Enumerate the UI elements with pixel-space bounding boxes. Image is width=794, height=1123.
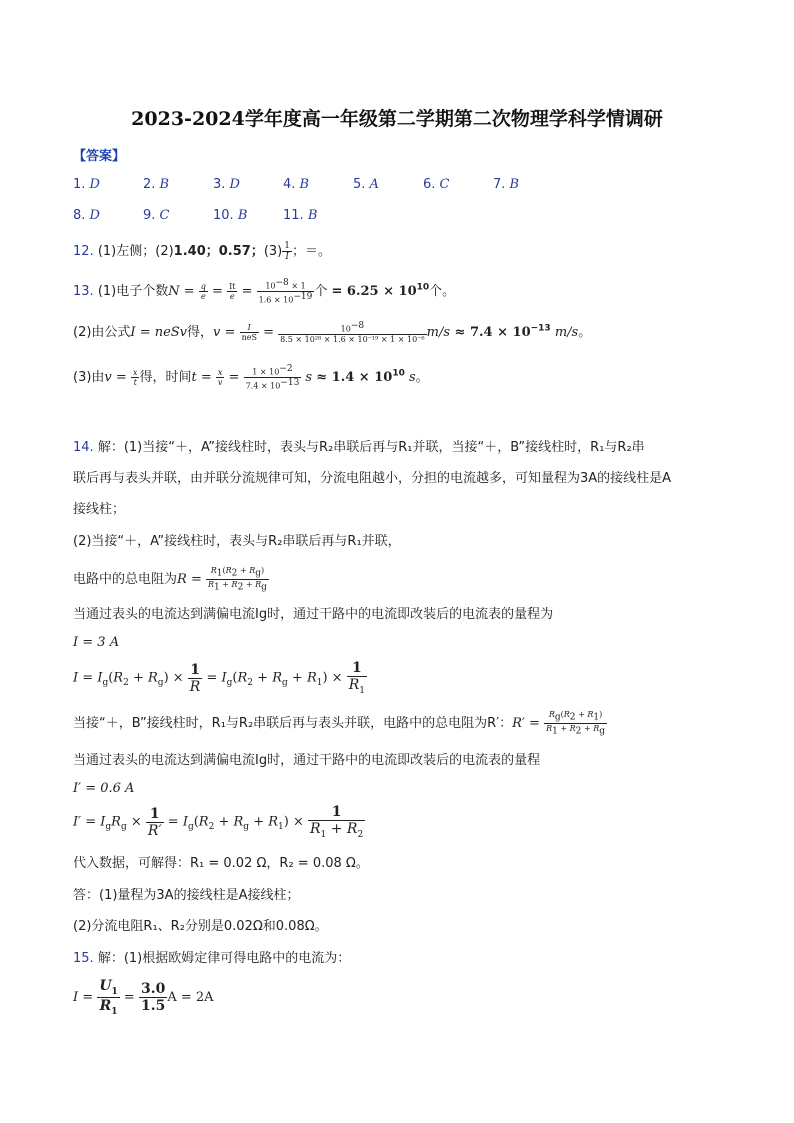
q15-line1: 15. 解：(1)根据欧姆定律可得电路中的电流为： bbox=[73, 951, 351, 966]
choice-1: 1. D bbox=[73, 177, 100, 192]
q13-line2: (2)由公式I = neSv得，v = $\frac{I}{\text{neS}}$ = $\frac{10^{-8}}{\text{8.5 × 10²⁸ × 1.6 × 10⁻¹⁹ × 1 × 10⁻⁶}}$ $m/s \approx 7.4 \times 10^{-13}$ m/s。 bbox=[73, 321, 592, 344]
page-title: 2023-2024学年度高一年级第二学期第二次物理学科学情调研 bbox=[131, 108, 663, 130]
choice-10: 10. B bbox=[213, 208, 248, 223]
q14-line15: (2)分流电阻R₁、R₂分别是0.02Ω和0.08Ω。 bbox=[73, 919, 328, 934]
q14-line11: I′ = 0.6 A bbox=[73, 781, 135, 796]
q13-line1: 13. (1)电子个数N = $\frac{q}{e}$ = $\frac{It}{e}$ = $\frac{10^{-8} \times 1}{1.6 \times 10^{-19}}$ 个 = $6.25 \times 10^{10}$个。 bbox=[73, 278, 456, 305]
choice-11: 11. B bbox=[283, 208, 318, 223]
q14-line1: 14. 解：(1)当接“＋，A”接线柱时，表头与R₂串联后再与R₁并联，当接“＋，B”接线柱时，R₁与R₂串 bbox=[73, 440, 645, 455]
q14-line10: 当通过表头的电流达到满偏电流Ig时，通过干路中的电流即改装后的电流表的量程 bbox=[73, 753, 541, 768]
q14-line2: 联后再与表头并联，由并联分流规律可知，分流电阻越小，分担的电流越多，可知量程为3A的接线柱是A bbox=[73, 471, 672, 486]
q14-line5: 电路中的总电阻为R = $\frac{R_1(R_2 + R_g)}{R_1 + R_2 + R_g}$ bbox=[73, 566, 267, 593]
q14-line7: I = 3 A bbox=[73, 635, 120, 650]
q12-answer: 12. (1)左侧；(2)1.40；0.57；(3) $\frac{1}{I}$ ；＝。 bbox=[73, 240, 331, 262]
q14-line3: 接线柱； bbox=[73, 502, 126, 517]
q14-line14: 答：(1)量程为3A的接线柱是A接线柱； bbox=[73, 888, 300, 903]
q14-line13: 代入数据，可解得：R₁ = 0.02 Ω，R₂ = 0.08 Ω。 bbox=[73, 856, 369, 871]
choice-3: 3. D bbox=[213, 177, 240, 192]
choice-7: 7. B bbox=[493, 177, 520, 192]
choice-2: 2. B bbox=[143, 177, 170, 192]
q14-line6: 当通过表头的电流达到满偏电流Ig时，通过干路中的电流即改装后的电流表的量程为 bbox=[73, 607, 554, 622]
q13-line3: (3)由v = $\frac{x}{t}$ 得，时间t = $\frac{x}{v}$ = $\frac{1 \times 10^{-2}}{7.4 \times 10^{-13}}$ $s \approx 1.4 \times 10^{10}$ s。 bbox=[73, 364, 429, 391]
choice-4: 4. B bbox=[283, 177, 310, 192]
q14-line9: 当接“＋，B”接线柱时，R₁与R₂串联后再与表头并联，电路中的总电阻为R′：R′ = $\frac{R_g(R_2 + R_1)}{R_1 + R_2 + R_g}$ bbox=[73, 710, 605, 737]
answer-label: 【答案】 bbox=[73, 149, 126, 164]
choice-5: 5. A bbox=[353, 177, 379, 192]
q14-eq1: $I = I_g(R_2 + R_g)$ × $\frac{1}{R}$ = $I_g(R_2 + R_g + R_1)$ × $\frac{1}{R_1}$ bbox=[73, 660, 365, 696]
q15-eq: I = $\frac{U_1}{R_1}$ = $\frac{3.0}{1.5}$ A = 2A bbox=[73, 978, 214, 1017]
choice-9: 9. C bbox=[143, 208, 170, 223]
choice-6: 6. C bbox=[423, 177, 450, 192]
choice-8: 8. D bbox=[73, 208, 100, 223]
q14-line4: (2)当接“＋，A”接线柱时，表头与R₂串联后再与R₁并联， bbox=[73, 534, 401, 549]
q14-eq2: $I' = I_gR_g$ × $\frac{1}{R'}$ = $I_g(R_2 + R_g + R_1)$ × $\frac{1}{R_1 + R_2}$ bbox=[73, 804, 364, 840]
